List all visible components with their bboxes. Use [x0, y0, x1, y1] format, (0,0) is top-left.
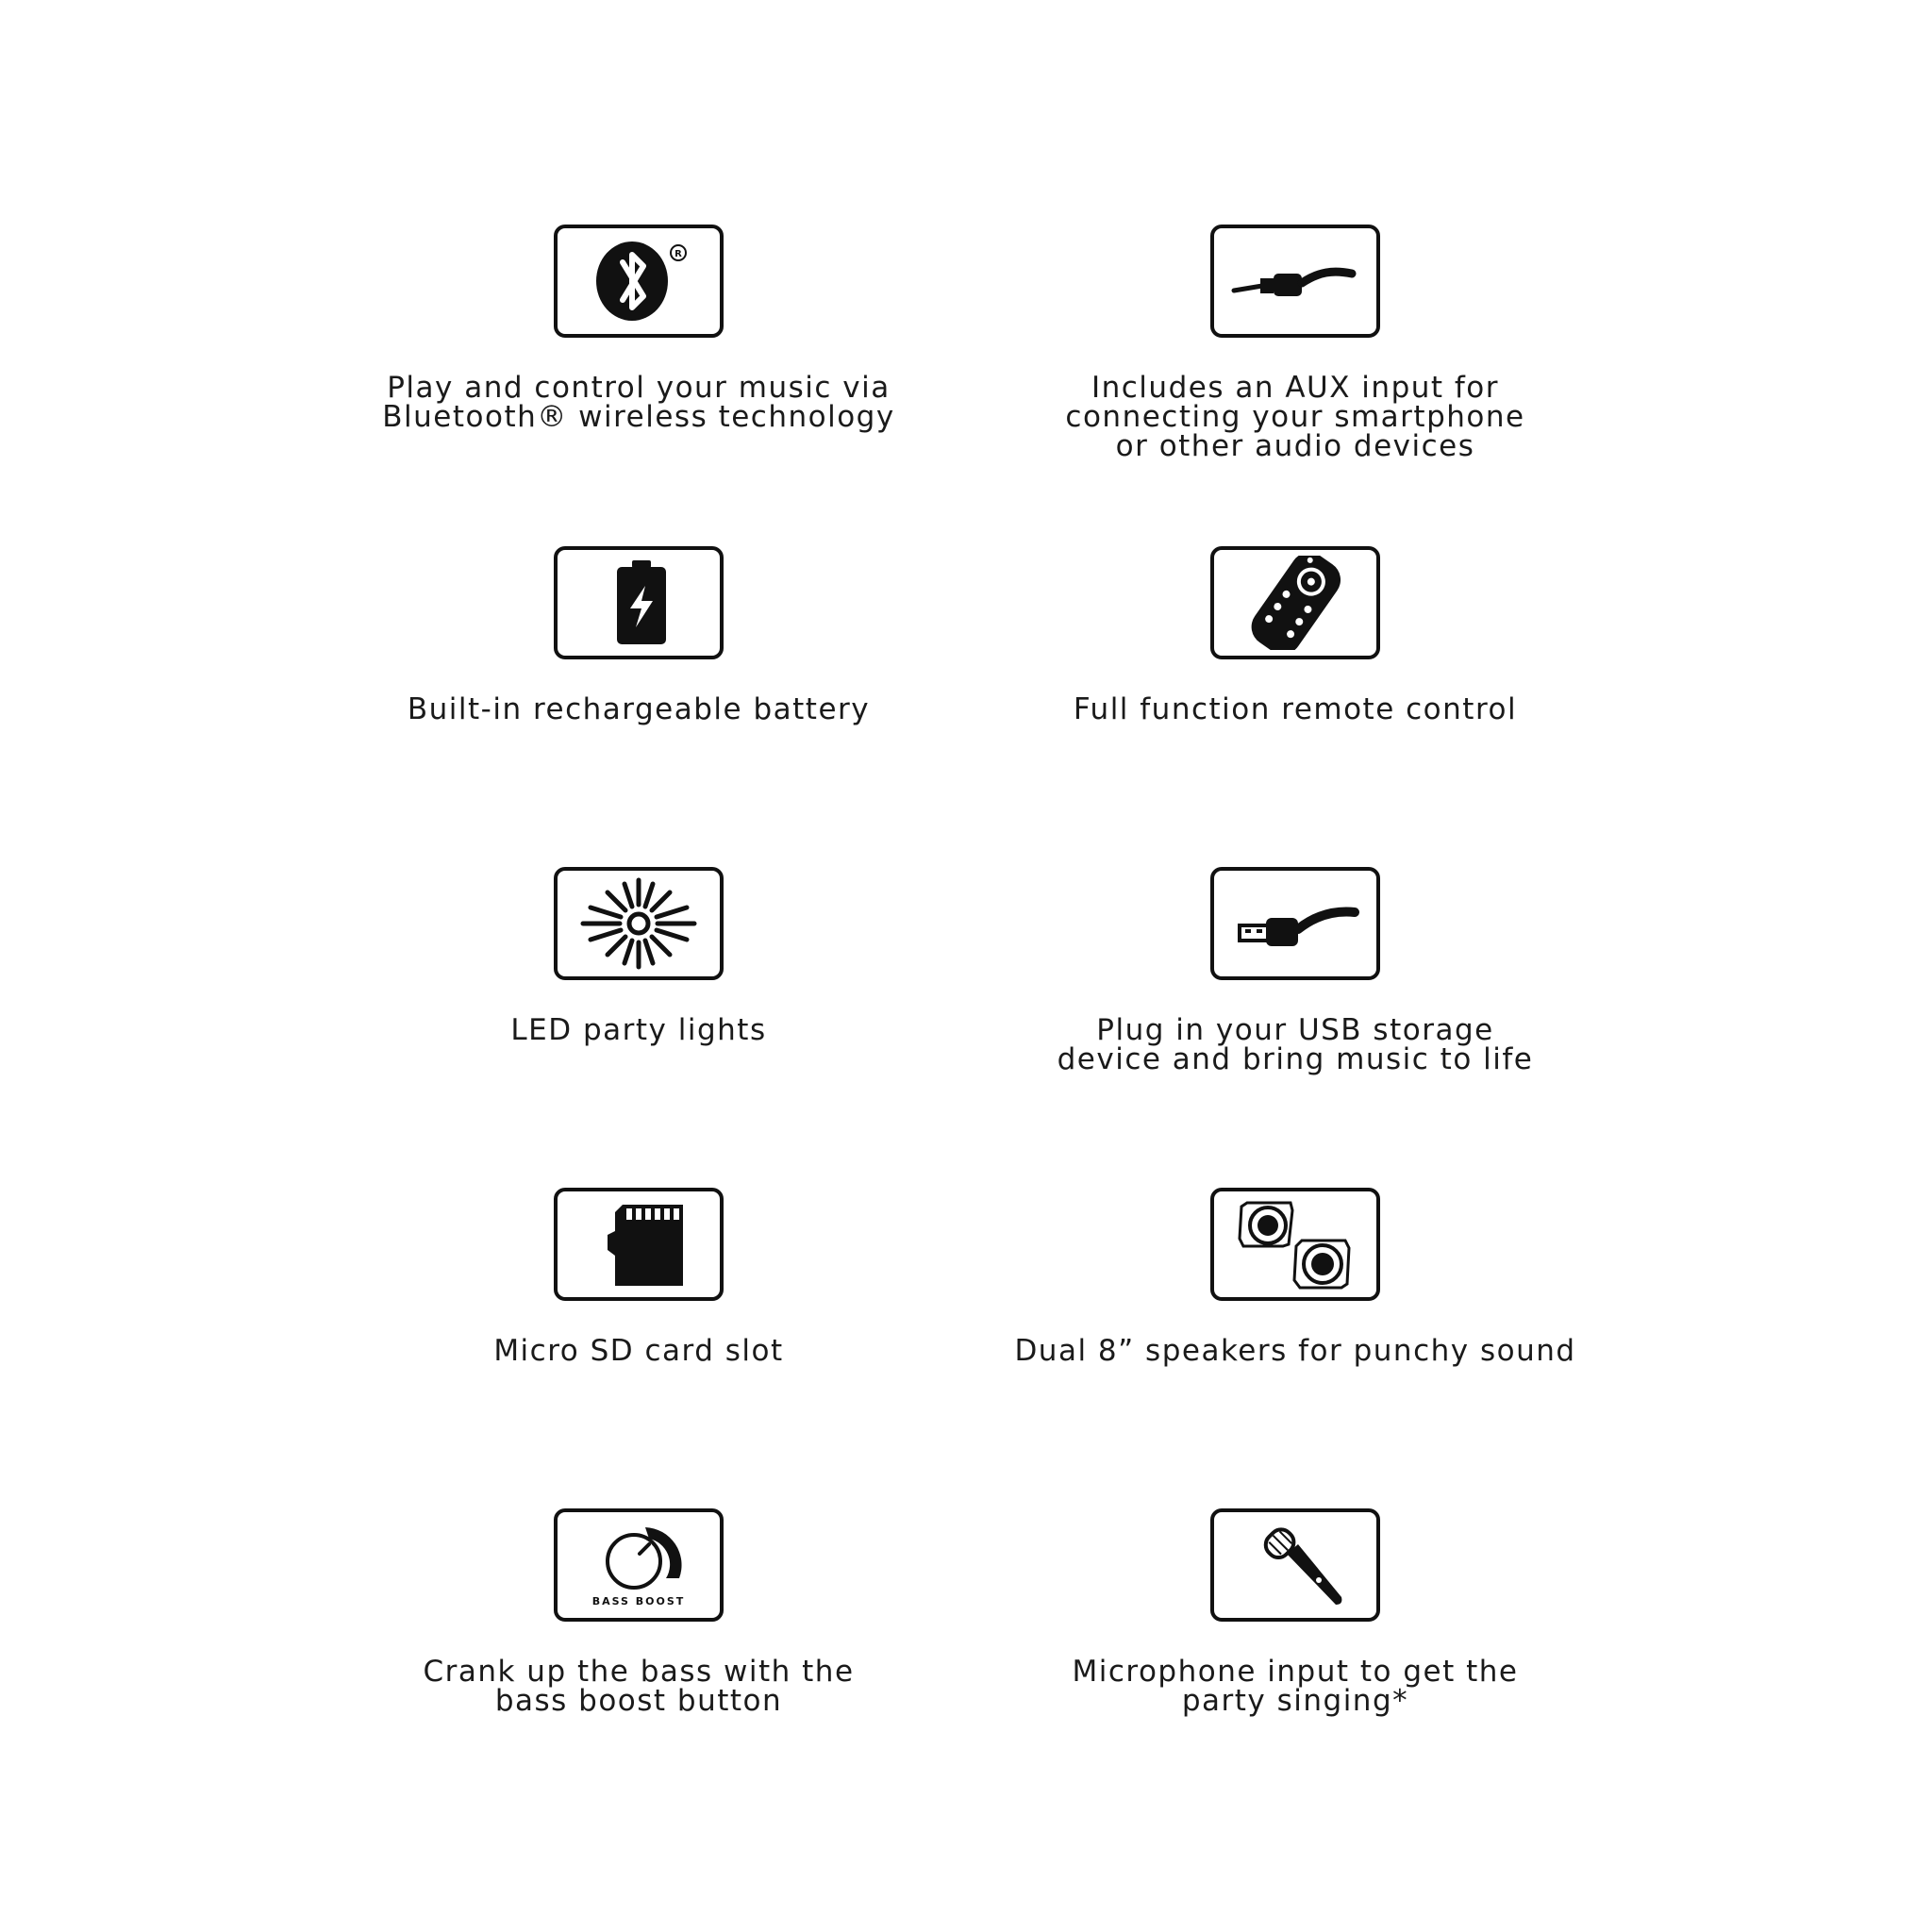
feature-remote-control [965, 546, 1625, 724]
feature-caption-usb-storage: Plug in your USB storage device and bring music to life [1057, 1013, 1534, 1076]
feature-dual-speakers [965, 1188, 1625, 1366]
micro-sd-card-icon [554, 1188, 724, 1301]
dual-speakers-icon [1210, 1188, 1380, 1301]
feature-caption-microphone: Microphone input to get the party singing* [1072, 1655, 1519, 1718]
feature-battery [308, 546, 969, 724]
remote-control-icon [1210, 546, 1380, 659]
feature-caption-party-lights: LED party lights [510, 1013, 767, 1047]
feature-caption-battery: Built-in rechargeable battery [407, 692, 871, 726]
battery-icon [554, 546, 724, 659]
bluetooth-icon [554, 225, 724, 338]
feature-aux-input [965, 225, 1625, 461]
usb-plug-icon [1210, 867, 1380, 980]
party-lights-icon [554, 867, 724, 980]
feature-caption-bluetooth: Play and control your music via Bluetooth® wireless technology [382, 371, 895, 434]
feature-caption-remote-control: Full function remote control [1073, 692, 1518, 726]
feature-micro-sd [308, 1188, 969, 1366]
feature-microphone [965, 1508, 1625, 1716]
bass-boost-knob-icon [554, 1508, 724, 1622]
bass-boost-icon-label: BASS BOOST [591, 1595, 686, 1607]
feature-bluetooth [308, 225, 969, 432]
feature-caption-bass-boost: Crank up the bass with the bass boost button [423, 1655, 855, 1718]
feature-caption-aux-input: Includes an AUX input for connecting your smartphone or other audio devices [1065, 371, 1525, 463]
svg-text:R: R [675, 249, 682, 259]
aux-cable-icon [1210, 225, 1380, 338]
feature-party-lights [308, 867, 969, 1045]
feature-caption-dual-speakers: Dual 8” speakers for punchy sound [1014, 1334, 1576, 1368]
feature-usb-storage [965, 867, 1625, 1074]
microphone-icon [1210, 1508, 1380, 1622]
feature-bass-boost [308, 1508, 969, 1716]
feature-caption-micro-sd: Micro SD card slot [493, 1334, 784, 1368]
